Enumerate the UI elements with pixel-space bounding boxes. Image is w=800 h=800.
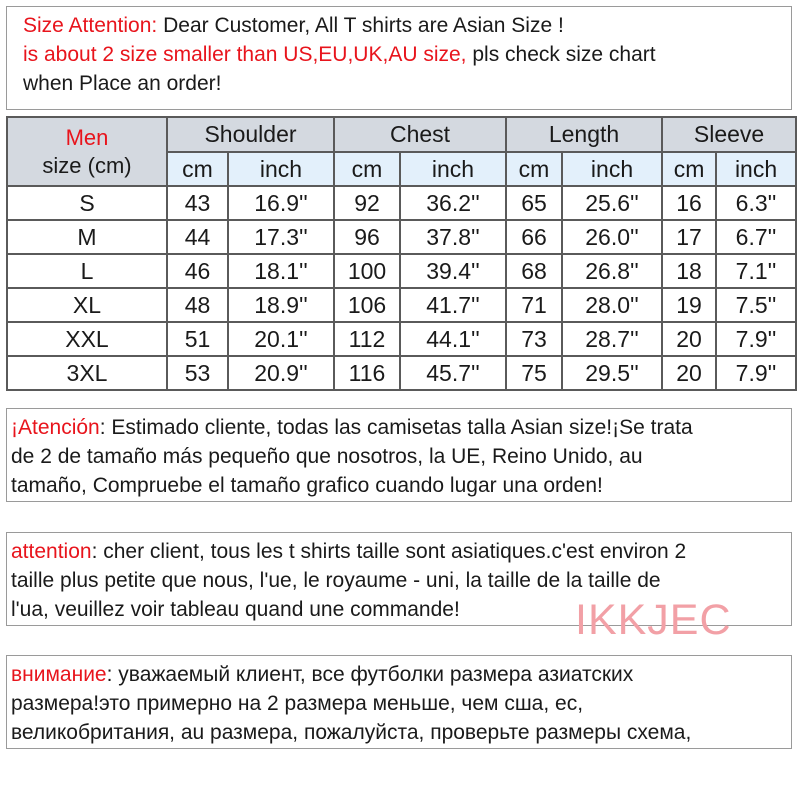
notice-spanish	[6, 408, 792, 502]
notice-russian-label: внимание	[11, 663, 107, 686]
table-cell: 37.8''	[400, 220, 506, 254]
table-cell: 75	[506, 356, 562, 390]
table-cell: 26.8''	[562, 254, 662, 288]
unit-cell: cm	[334, 152, 400, 186]
table-cell: 46	[167, 254, 228, 288]
table-cell: 44.1''	[400, 322, 506, 356]
table-cell: 16	[662, 186, 716, 220]
table-cell: 51	[167, 322, 228, 356]
unit-cell: inch	[716, 152, 796, 186]
table-cell: 41.7''	[400, 288, 506, 322]
size-label: 3XL	[7, 356, 167, 390]
notice-english-label: Size Attention:	[23, 14, 158, 37]
size-unit-label: size (cm)	[42, 152, 132, 178]
header-sleeve: Sleeve	[662, 117, 796, 152]
table-cell: 16.9''	[228, 186, 334, 220]
table-cell: 18.9''	[228, 288, 334, 322]
unit-cell: cm	[167, 152, 228, 186]
table-cell: 96	[334, 220, 400, 254]
table-cell: 17.3''	[228, 220, 334, 254]
size-label: S	[7, 186, 167, 220]
table-cell: 116	[334, 356, 400, 390]
notice-english-warning: is about 2 size smaller than US,EU,UK,AU size,	[23, 43, 467, 66]
header-shoulder: Shoulder	[167, 117, 334, 152]
size-label: XXL	[7, 322, 167, 356]
notice-russian	[6, 655, 792, 749]
table-cell: 20	[662, 356, 716, 390]
unit-cell: cm	[506, 152, 562, 186]
size-label: XL	[7, 288, 167, 322]
table-cell: 7.9''	[716, 356, 796, 390]
table-cell: 112	[334, 322, 400, 356]
table-cell: 29.5''	[562, 356, 662, 390]
table-cell: 28.0''	[562, 288, 662, 322]
notice-russian-line-3: великобритания, au размера, пожалуйста, проверьте размеры схема,	[11, 721, 692, 744]
table-row	[7, 356, 796, 390]
table-cell: 6.7''	[716, 220, 796, 254]
table-cell: 7.5''	[716, 288, 796, 322]
size-label: L	[7, 254, 167, 288]
table-cell: 66	[506, 220, 562, 254]
table-cell: 19	[662, 288, 716, 322]
notice-russian-line-2: размера!это примерно на 2 размера меньше, чем сша, ес,	[11, 692, 584, 715]
table-cell: 48	[167, 288, 228, 322]
brand-watermark: IKKJEC	[575, 596, 732, 644]
table-row	[7, 288, 796, 322]
notice-spanish-line-2: de 2 de tamaño más pequeño que nosotros, la UE, Reino Unido, au	[11, 445, 643, 468]
table-cell: 44	[167, 220, 228, 254]
notice-english-line-3: when Place an order!	[23, 72, 222, 95]
table-cell: 28.7''	[562, 322, 662, 356]
table-cell: 53	[167, 356, 228, 390]
table-cell: 65	[506, 186, 562, 220]
table-cell: 36.2''	[400, 186, 506, 220]
table-cell: 17	[662, 220, 716, 254]
unit-cell: inch	[562, 152, 662, 186]
table-cell: 20	[662, 322, 716, 356]
men-label: Men	[65, 124, 109, 150]
table-cell: 43	[167, 186, 228, 220]
table-cell: 7.1''	[716, 254, 796, 288]
size-label: M	[7, 220, 167, 254]
unit-cell: cm	[662, 152, 716, 186]
size-chart-table	[6, 116, 797, 391]
table-cell: 18.1''	[228, 254, 334, 288]
table-cell: 92	[334, 186, 400, 220]
table-cell: 26.0''	[562, 220, 662, 254]
table-cell: 25.6''	[562, 186, 662, 220]
notice-spanish-line-1: ¡Atención: Estimado cliente, todas las camisetas talla Asian size!¡Se trata	[11, 416, 693, 439]
table-corner-cell	[7, 117, 167, 186]
notice-french-line-1: attention: cher client, tous les t shirts taille sont asiatiques.c'est environ 2	[11, 540, 687, 563]
table-cell: 20.9''	[228, 356, 334, 390]
table-row	[7, 220, 796, 254]
table-row	[7, 254, 796, 288]
table-cell: 106	[334, 288, 400, 322]
notice-spanish-label: ¡Atención	[11, 416, 100, 439]
table-cell: 18	[662, 254, 716, 288]
notice-russian-line-1: внимание: уважаемый клиент, все футболки размера азиатских	[11, 663, 634, 686]
table-cell: 6.3''	[716, 186, 796, 220]
header-length: Length	[506, 117, 662, 152]
notice-english	[6, 6, 792, 110]
notice-french-line-3: l'ua, veuillez voir tableau quand une commande!	[11, 598, 460, 621]
table-cell: 7.9''	[716, 322, 796, 356]
table-row	[7, 322, 796, 356]
table-header-groups	[7, 117, 796, 152]
table-cell: 100	[334, 254, 400, 288]
notice-french-line-2: taille plus petite que nous, l'ue, le royaume - uni, la taille de la taille de	[11, 569, 661, 592]
table-cell: 71	[506, 288, 562, 322]
notice-english-line-1: Size Attention: Dear Customer, All T shirts are Asian Size !	[23, 14, 564, 37]
unit-cell: inch	[228, 152, 334, 186]
unit-cell: inch	[400, 152, 506, 186]
notice-french-label: attention	[11, 540, 92, 563]
table-row	[7, 186, 796, 220]
table-cell: 45.7''	[400, 356, 506, 390]
table-cell: 20.1''	[228, 322, 334, 356]
header-chest: Chest	[334, 117, 506, 152]
notice-english-line-2: is about 2 size smaller than US,EU,UK,AU size, pls check size chart	[23, 43, 656, 66]
table-cell: 68	[506, 254, 562, 288]
notice-spanish-line-3: tamaño, Compruebe el tamaño grafico cuando lugar una orden!	[11, 474, 603, 497]
table-cell: 73	[506, 322, 562, 356]
table-cell: 39.4''	[400, 254, 506, 288]
